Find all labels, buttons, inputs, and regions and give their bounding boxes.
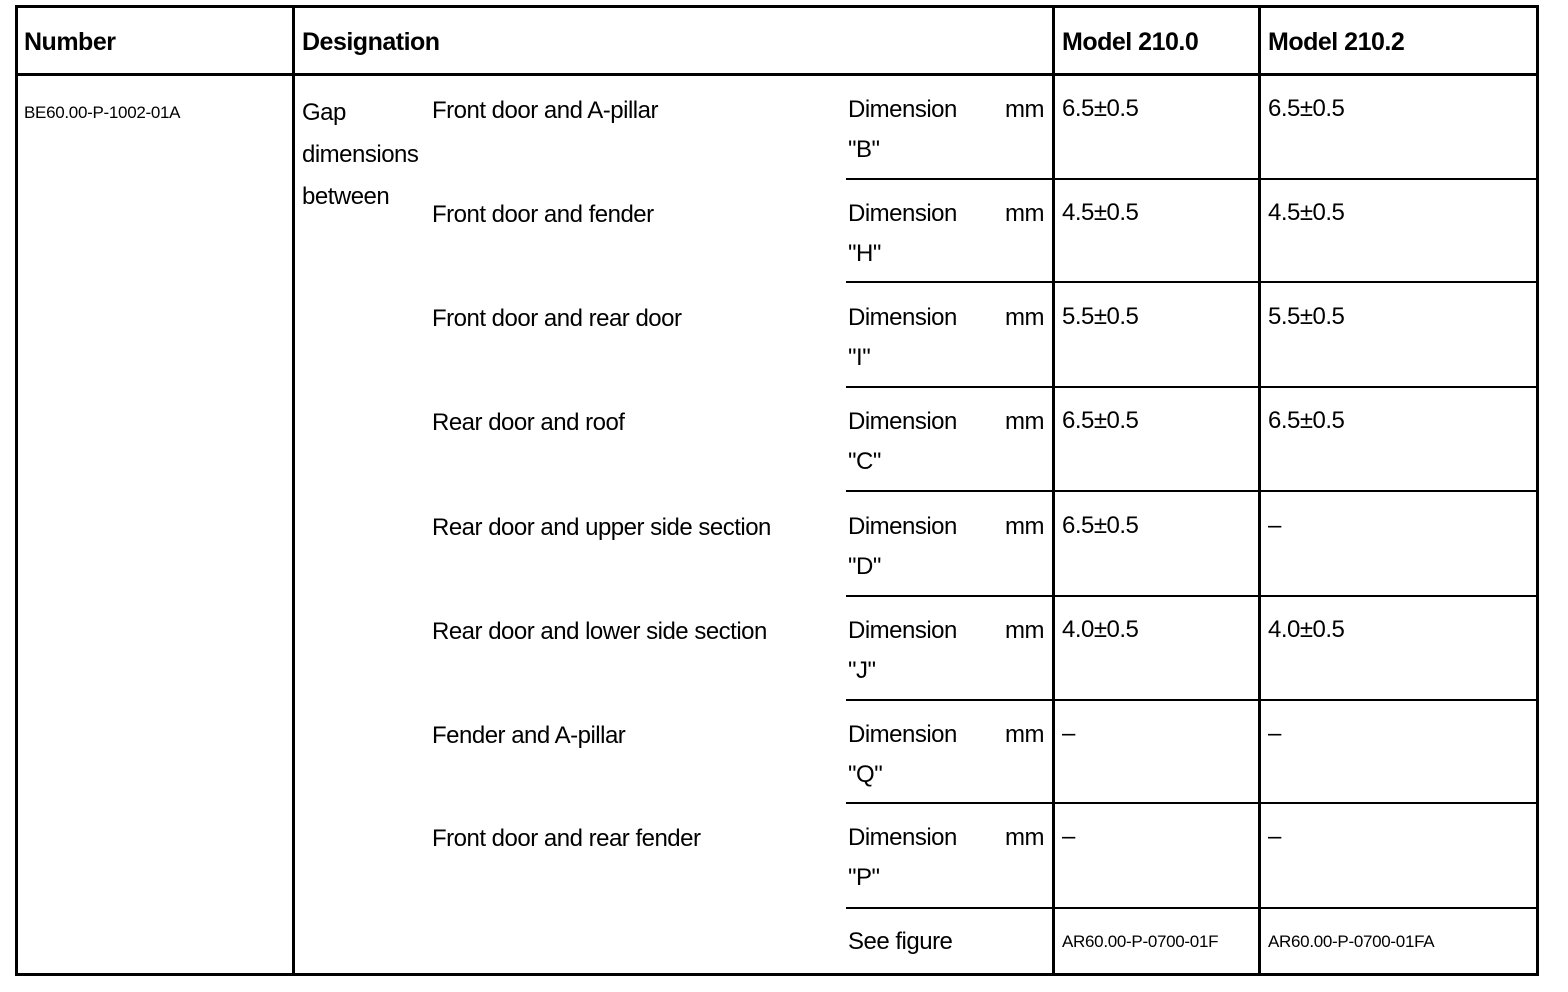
part-label: Rear door and roof xyxy=(432,409,625,436)
dimension-label: Dimension xyxy=(848,617,957,644)
value-model-210-2: 4.5±0.5 xyxy=(1268,199,1345,226)
dimension-label: Dimension xyxy=(848,824,957,851)
group-label-line-3: between xyxy=(302,183,390,210)
value-model-210-0: 5.5±0.5 xyxy=(1062,303,1139,330)
part-label: Front door and A-pillar xyxy=(432,97,658,124)
row-separator xyxy=(846,907,1539,909)
dimension-label: Dimension xyxy=(848,304,957,331)
row-separator xyxy=(846,802,1539,804)
value-model-210-0: 6.5±0.5 xyxy=(1062,407,1139,434)
group-label-line-2: dimensions xyxy=(302,141,419,168)
dimension-code: "I" xyxy=(848,344,871,371)
header-designation: Designation xyxy=(302,28,440,56)
unit-label: mm xyxy=(1005,824,1044,851)
part-label: Front door and rear fender xyxy=(432,825,701,852)
dimension-label: Dimension xyxy=(848,200,957,227)
dimension-code: "B" xyxy=(848,136,880,163)
value-model-210-0: 6.5±0.5 xyxy=(1062,512,1139,539)
document-number: BE60.00-P-1002-01A xyxy=(24,103,181,122)
dimension-code: "J" xyxy=(848,657,876,684)
see-figure-label: See figure xyxy=(848,928,953,955)
value-model-210-0: – xyxy=(1062,823,1075,850)
unit-label: mm xyxy=(1005,617,1044,644)
dimension-code: "C" xyxy=(848,448,881,475)
part-label: Front door and rear door xyxy=(432,305,682,332)
dimension-code: "P" xyxy=(848,864,880,891)
part-label: Rear door and upper side section xyxy=(432,514,771,541)
part-label: Rear door and lower side section xyxy=(432,618,767,645)
dimension-label: Dimension xyxy=(848,408,957,435)
value-model-210-2: – xyxy=(1268,823,1281,850)
part-label: Fender and A-pillar xyxy=(432,722,626,749)
row-separator xyxy=(846,490,1539,492)
group-label-line-1: Gap xyxy=(302,99,346,126)
header-number: Number xyxy=(24,28,116,56)
row-separator xyxy=(846,386,1539,388)
row-separator xyxy=(846,178,1539,180)
value-model-210-2: 4.0±0.5 xyxy=(1268,616,1345,643)
row-separator xyxy=(846,595,1539,597)
unit-label: mm xyxy=(1005,304,1044,331)
value-model-210-0: 4.5±0.5 xyxy=(1062,199,1139,226)
row-separator xyxy=(846,699,1539,701)
dimension-code: "Q" xyxy=(848,761,883,788)
value-model-210-0: 4.0±0.5 xyxy=(1062,616,1139,643)
unit-label: mm xyxy=(1005,721,1044,748)
value-model-210-2: 5.5±0.5 xyxy=(1268,303,1345,330)
dimension-label: Dimension xyxy=(848,513,957,540)
row-separator xyxy=(846,281,1539,283)
unit-label: mm xyxy=(1005,408,1044,435)
value-model-210-2: – xyxy=(1268,720,1281,747)
header-model-210-0: Model 210.0 xyxy=(1062,28,1199,56)
header-rule xyxy=(15,73,1539,76)
header-model-210-2: Model 210.2 xyxy=(1268,28,1405,56)
unit-label: mm xyxy=(1005,200,1044,227)
dimension-code: "D" xyxy=(848,553,881,580)
dimension-label: Dimension xyxy=(848,96,957,123)
value-model-210-0: 6.5±0.5 xyxy=(1062,95,1139,122)
figure-ref-model-210-2: AR60.00-P-0700-01FA xyxy=(1268,932,1435,951)
dimension-label: Dimension xyxy=(848,721,957,748)
figure-ref-model-210-0: AR60.00-P-0700-01F xyxy=(1062,932,1219,951)
value-model-210-2: – xyxy=(1268,512,1281,539)
col-divider-number xyxy=(292,5,295,976)
value-model-210-0: – xyxy=(1062,720,1075,747)
unit-label: mm xyxy=(1005,513,1044,540)
part-label: Front door and fender xyxy=(432,201,654,228)
unit-label: mm xyxy=(1005,96,1044,123)
value-model-210-2: 6.5±0.5 xyxy=(1268,95,1345,122)
value-model-210-2: 6.5±0.5 xyxy=(1268,407,1345,434)
dimension-code: "H" xyxy=(848,240,881,267)
